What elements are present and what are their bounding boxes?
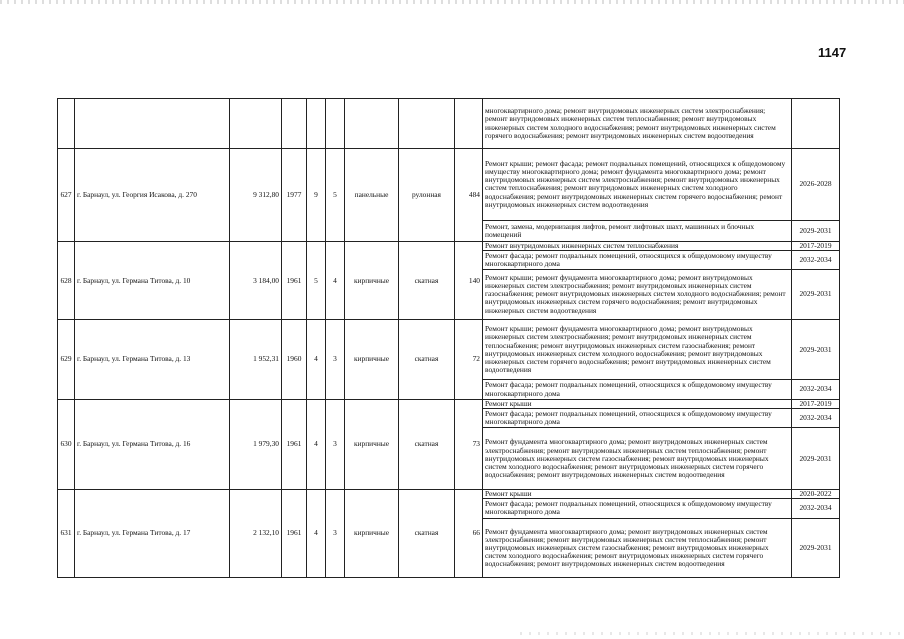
work-list-cell: многоквартирного дома; ремонт внутридомовых инженерных систем электроснабжения; ремонт внутридомовых инженерных систем теплоснабжения; ремонт внутридомовых инженерных систем холодного водоснабжения; ремонт внутридомовых инженерных систем горячего водоснабжения; ремонт внутридомовых инженерных систем водоотведения (483, 99, 792, 149)
entrances-cell: 5 (326, 149, 345, 242)
floors-cell: 5 (307, 242, 326, 320)
residents-cell: 484 (455, 149, 483, 242)
table-row (58, 99, 840, 149)
residents-cell: 72 (455, 319, 483, 399)
period-cell: 2029-2031 (792, 428, 840, 489)
period-cell: 2017-2019 (792, 242, 840, 251)
wall-material-cell: панельные (345, 149, 399, 242)
roof-type-cell: скатная (399, 319, 455, 399)
year-cell: 1961 (282, 242, 307, 320)
scan-edge-noise (520, 632, 904, 635)
wall-material-cell: кирпичные (345, 242, 399, 320)
register-table (57, 98, 840, 578)
area-cell: 1 979,30 (230, 399, 282, 489)
record-number: 630 (58, 399, 75, 489)
period-cell: 2020-2022 (792, 489, 840, 498)
year-cell: 1960 (282, 319, 307, 399)
roof-type-cell: скатная (399, 242, 455, 320)
record-number: 631 (58, 489, 75, 577)
period-cell: 2029-2031 (792, 269, 840, 319)
work-list-cell: Ремонт фасада; ремонт подвальных помещений, относящихся к общедомовому имуществу многоквартирного дома (483, 251, 792, 269)
entrances-cell: 3 (326, 319, 345, 399)
floors-cell: 9 (307, 149, 326, 242)
work-list-cell: Ремонт фасада; ремонт подвальных помещений, относящихся к общедомовому имуществу многоквартирного дома (483, 499, 792, 518)
work-list-cell: Ремонт крыши; ремонт фундамента многоквартирного дома; ремонт внутридомовых инженерных систем электроснабжения; ремонт внутридомовых инженерных систем газоснабжения; ремонт внутридомовых инженерных систем холодного водоснабжения; ремонт внутридомовых инженерных систем горячего водоснабжения; ремонт внутридомовых инженерных систем водоотведения (483, 269, 792, 319)
work-list-cell: Ремонт крыши (483, 489, 792, 498)
year-cell: 1977 (282, 149, 307, 242)
table-row (58, 149, 840, 221)
work-list-cell: Ремонт фундамента многоквартирного дома; ремонт внутридомовых инженерных систем электроснабжения; ремонт внутридомовых инженерных систем теплоснабжения; ремонт внутридомовых инженерных систем газоснабжения; ремонт внутридомовых инженерных систем холодного водоснабжения; ремонт внутридомовых инженерных систем горячего водоснабжения; ремонт внутридомовых инженерных систем водоотведения (483, 428, 792, 489)
floors-cell: 4 (307, 319, 326, 399)
address-cell: г. Барнаул, ул. Германа Титова, д. 17 (75, 489, 230, 577)
record-number: 627 (58, 149, 75, 242)
roof-type-cell: рулонная (399, 149, 455, 242)
wall-material-cell: кирпичные (345, 399, 399, 489)
floors-cell: 4 (307, 489, 326, 577)
wall-material-cell: кирпичные (345, 489, 399, 577)
year-cell: 1961 (282, 489, 307, 577)
area-cell: 3 184,00 (230, 242, 282, 320)
entrances-cell: 3 (326, 489, 345, 577)
work-list-cell: Ремонт, замена, модернизация лифтов, ремонт лифтовых шахт, машинных и блочных помещений (483, 220, 792, 241)
period-cell: 2029-2031 (792, 518, 840, 577)
residents-cell: 66 (455, 489, 483, 577)
work-list-cell: Ремонт крыши (483, 399, 792, 408)
work-list-cell: Ремонт фасада; ремонт подвальных помещений, относящихся к общедомовому имуществу многоквартирного дома (483, 380, 792, 399)
period-cell: 2032-2034 (792, 409, 840, 428)
work-list-cell: Ремонт фасада; ремонт подвальных помещений, относящихся к общедомовому имуществу многоквартирного дома (483, 409, 792, 428)
record-number: 628 (58, 242, 75, 320)
work-list-cell: Ремонт крыши; ремонт фундамента многоквартирного дома; ремонт внутридомовых инженерных систем электроснабжения; ремонт внутридомовых инженерных систем теплоснабжения; ремонт внутридомовых инженерных систем газоснабжения; ремонт внутридомовых инженерных систем холодного водоснабжения; ремонт внутридомовых инженерных систем горячего водоснабжения; ремонт внутридомовых инженерных систем водоотведения (483, 319, 792, 379)
table-row (58, 242, 840, 251)
residents-cell: 73 (455, 399, 483, 489)
work-list-cell: Ремонт крыши; ремонт фасада; ремонт подвальных помещений, относящихся к общедомовому имуществу многоквартирного дома; ремонт фундамента многоквартирного дома; ремонт внутридомовых инженерных систем электроснабжения; ремонт внутридомовых инженерных систем теплоснабжения; ремонт внутридомовых инженерных систем холодного водоснабжения; ремонт внутридомовых инженерных систем горячего водоснабжения; ремонт внутридомовых инженерных систем водоотведения (483, 149, 792, 221)
table-row (58, 489, 840, 498)
housing-register-table (57, 98, 839, 578)
address-cell: г. Барнаул, ул. Георгия Исакова, д. 270 (75, 149, 230, 242)
area-cell: 1 952,31 (230, 319, 282, 399)
page-number: 1147 (818, 45, 847, 60)
period-cell: 2029-2031 (792, 319, 840, 379)
area-cell: 2 132,10 (230, 489, 282, 577)
table-row (58, 399, 840, 408)
work-list-cell: Ремонт фундамента многоквартирного дома; ремонт внутридомовых инженерных систем электроснабжения; ремонт внутридомовых инженерных систем теплоснабжения; ремонт внутридомовых инженерных систем газоснабжения; ремонт внутридомовых инженерных систем холодного водоснабжения; ремонт внутридомовых инженерных систем горячего водоснабжения; ремонт внутридомовых инженерных систем водоотведения (483, 518, 792, 577)
period-cell: 2026-2028 (792, 149, 840, 221)
period-cell: 2032-2034 (792, 499, 840, 518)
record-number: 629 (58, 319, 75, 399)
scan-edge-noise (0, 0, 904, 4)
wall-material-cell: кирпичные (345, 319, 399, 399)
period-cell: 2029-2031 (792, 220, 840, 241)
address-cell: г. Барнаул, ул. Германа Титова, д. 16 (75, 399, 230, 489)
period-cell: 2032-2034 (792, 251, 840, 269)
period-cell: 2032-2034 (792, 380, 840, 399)
address-cell: г. Барнаул, ул. Германа Титова, д. 13 (75, 319, 230, 399)
roof-type-cell: скатная (399, 489, 455, 577)
residents-cell: 140 (455, 242, 483, 320)
floors-cell: 4 (307, 399, 326, 489)
table-row (58, 319, 840, 379)
year-cell: 1961 (282, 399, 307, 489)
address-cell: г. Барнаул, ул. Германа Титова, д. 10 (75, 242, 230, 320)
roof-type-cell: скатная (399, 399, 455, 489)
work-list-cell: Ремонт внутридомовых инженерных систем теплоснабжения (483, 242, 792, 251)
entrances-cell: 3 (326, 399, 345, 489)
entrances-cell: 4 (326, 242, 345, 320)
period-cell: 2017-2019 (792, 399, 840, 408)
area-cell: 9 312,80 (230, 149, 282, 242)
